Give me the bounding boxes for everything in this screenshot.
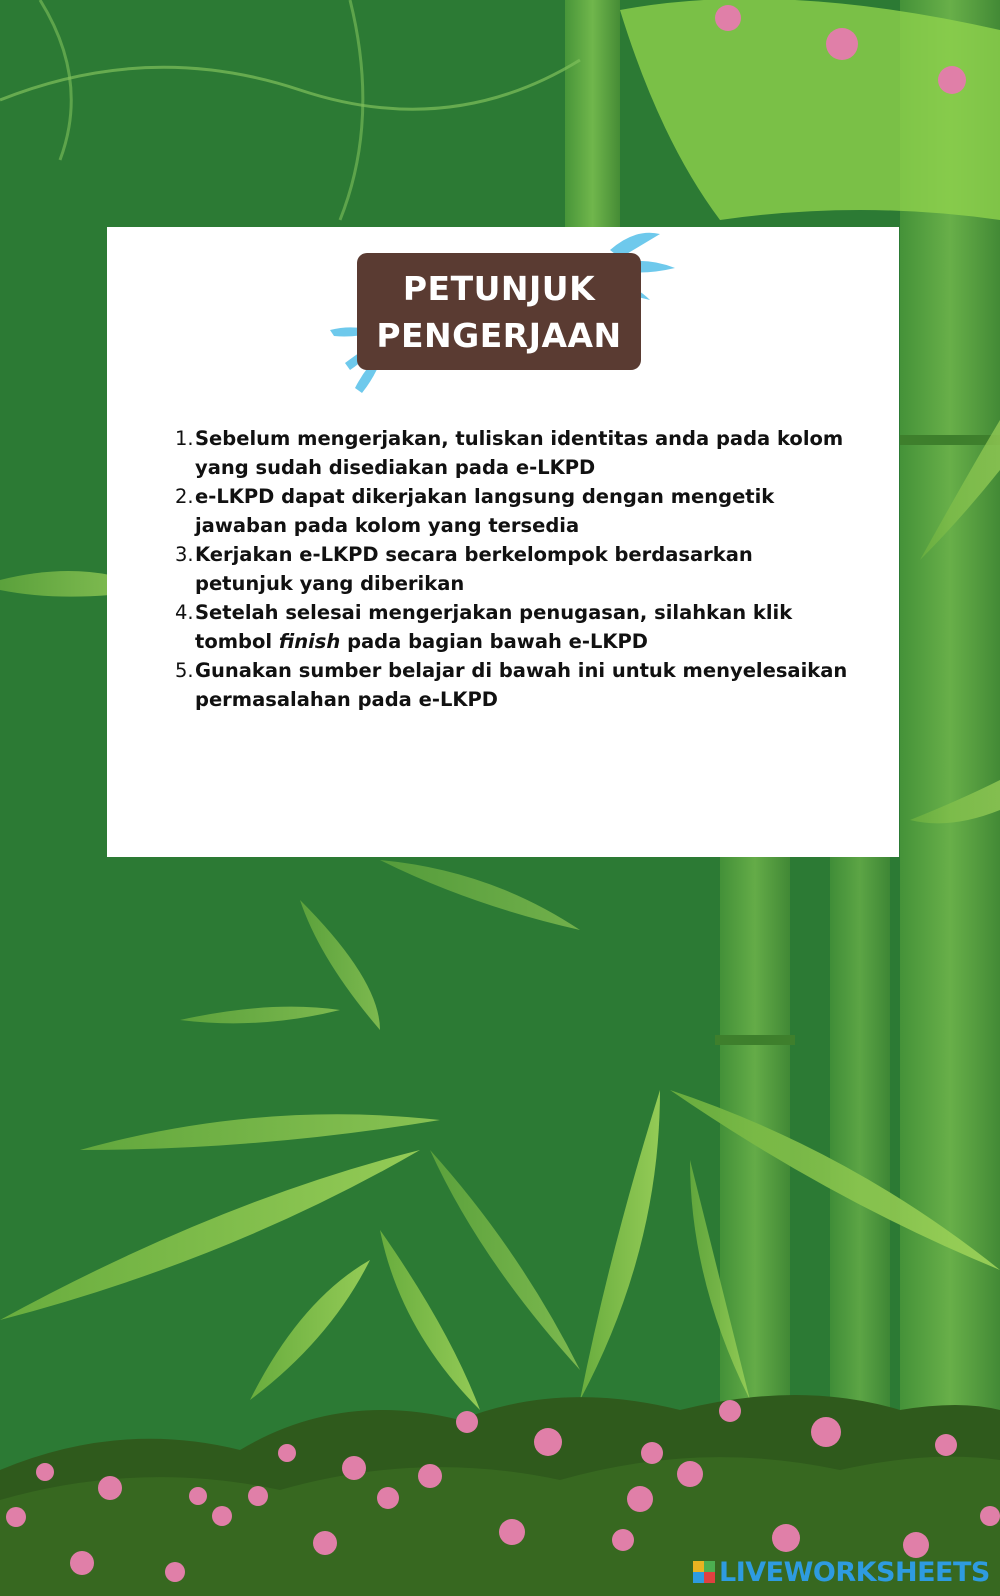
item-number: 1.: [175, 427, 194, 450]
list-item: [170, 656, 850, 714]
list-item: [170, 424, 850, 482]
item-text-before: Setelah selesai mengerjakan penugasan, silahkan klik tombol: [195, 601, 793, 653]
item-number: 4.: [175, 601, 194, 624]
item-text: Sebelum mengerjakan, tuliskan identitas anda pada kolom yang sudah disediakan pada e-LKPD: [195, 427, 844, 479]
item-number: 5.: [175, 659, 194, 682]
instruction-list: [170, 424, 850, 714]
item-text-emphasis: finish: [278, 630, 341, 653]
liveworksheets-brand[interactable]: [693, 1558, 990, 1586]
list-item: [170, 598, 850, 656]
list-item: [170, 482, 850, 540]
item-number: 3.: [175, 543, 194, 566]
title-line-1: PETUNJUK: [402, 268, 596, 308]
item-text: e-LKPD dapat dikerjakan langsung dengan mengetik jawaban pada kolom yang tersedia: [195, 485, 775, 537]
list-item: [170, 540, 850, 598]
item-text-after: pada bagian bawah e-LKPD: [340, 630, 648, 653]
brand-name: LIVEWORKSHEETS: [719, 1556, 990, 1588]
liveworksheets-logo-icon: [693, 1561, 715, 1583]
title-line-2: PENGERJAAN: [376, 315, 622, 355]
item-text: Kerjakan e-LKPD secara berkelompok berdasarkan petunjuk yang diberikan: [195, 543, 753, 595]
item-number: 2.: [175, 485, 194, 508]
page-title: [357, 253, 641, 370]
item-text: Gunakan sumber belajar di bawah ini untuk menyelesaikan permasalahan pada e-LKPD: [195, 659, 848, 711]
